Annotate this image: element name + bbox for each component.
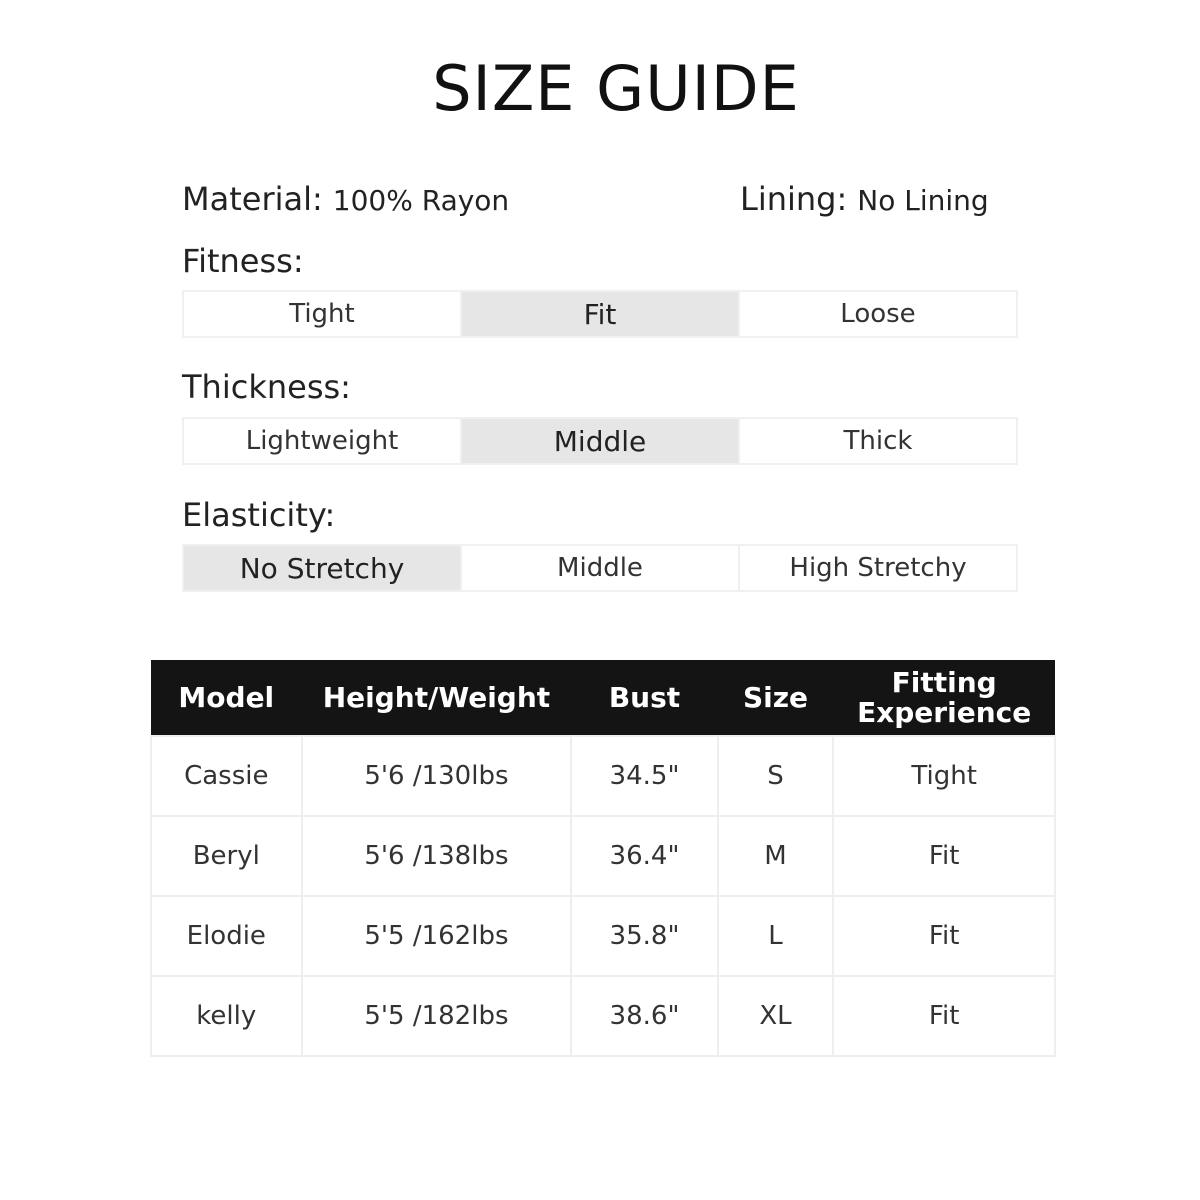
header-bust: Bust [571, 660, 717, 736]
header-height-weight: Height/Weight [302, 660, 572, 736]
cell-size: M [718, 816, 834, 896]
cell-model: Elodie [151, 896, 302, 976]
header-fitting-experience: Fitting Experience [833, 660, 1055, 736]
cell-height-weight: 5'6 /138lbs [302, 816, 572, 896]
fitness-option: Loose [840, 299, 916, 329]
material-value: 100% Rayon [332, 184, 510, 217]
header-size: Size [718, 660, 834, 736]
thickness-scale [182, 417, 1018, 465]
thickness-option: Lightweight [184, 419, 462, 463]
header-model: Model [151, 660, 302, 736]
lining-spec [740, 180, 989, 218]
table-header-row [151, 660, 1055, 736]
cell-fitting-experience: Fit [833, 896, 1055, 976]
elasticity-label: Elasticity: [182, 496, 336, 534]
elasticity-option: Middle [462, 546, 740, 590]
lining-label: Lining: [740, 180, 848, 218]
material-label: Material: [182, 180, 323, 218]
material-spec [182, 180, 509, 218]
cell-bust: 38.6" [571, 976, 717, 1056]
thickness-label: Thickness: [182, 368, 351, 406]
cell-height-weight: 5'5 /182lbs [302, 976, 572, 1056]
cell-size: XL [718, 976, 834, 1056]
table-row [151, 816, 1055, 896]
page-title: SIZE GUIDE [432, 52, 800, 125]
elasticity-scale [182, 544, 1018, 592]
elasticity-option: No Stretchy [184, 546, 462, 590]
cell-model: Cassie [151, 736, 302, 816]
lining-value: No Lining [857, 184, 989, 217]
fitness-option: Tight [184, 292, 462, 336]
table-row [151, 896, 1055, 976]
cell-model: kelly [151, 976, 302, 1056]
fitness-option: Fit [462, 292, 740, 336]
model-size-table [150, 660, 1056, 1057]
fitness-label: Fitness: [182, 242, 304, 280]
cell-size: S [718, 736, 834, 816]
cell-height-weight: 5'6 /130lbs [302, 736, 572, 816]
thickness-option: Thick [843, 426, 913, 456]
thickness-option: Middle [462, 419, 740, 463]
cell-size: L [718, 896, 834, 976]
cell-fitting-experience: Tight [833, 736, 1055, 816]
cell-bust: 35.8" [571, 896, 717, 976]
cell-fitting-experience: Fit [833, 976, 1055, 1056]
table-row [151, 976, 1055, 1056]
elasticity-option: High Stretchy [789, 553, 967, 583]
table-row [151, 736, 1055, 816]
cell-bust: 36.4" [571, 816, 717, 896]
cell-height-weight: 5'5 /162lbs [302, 896, 572, 976]
cell-model: Beryl [151, 816, 302, 896]
cell-bust: 34.5" [571, 736, 717, 816]
cell-fitting-experience: Fit [833, 816, 1055, 896]
fitness-scale [182, 290, 1018, 338]
